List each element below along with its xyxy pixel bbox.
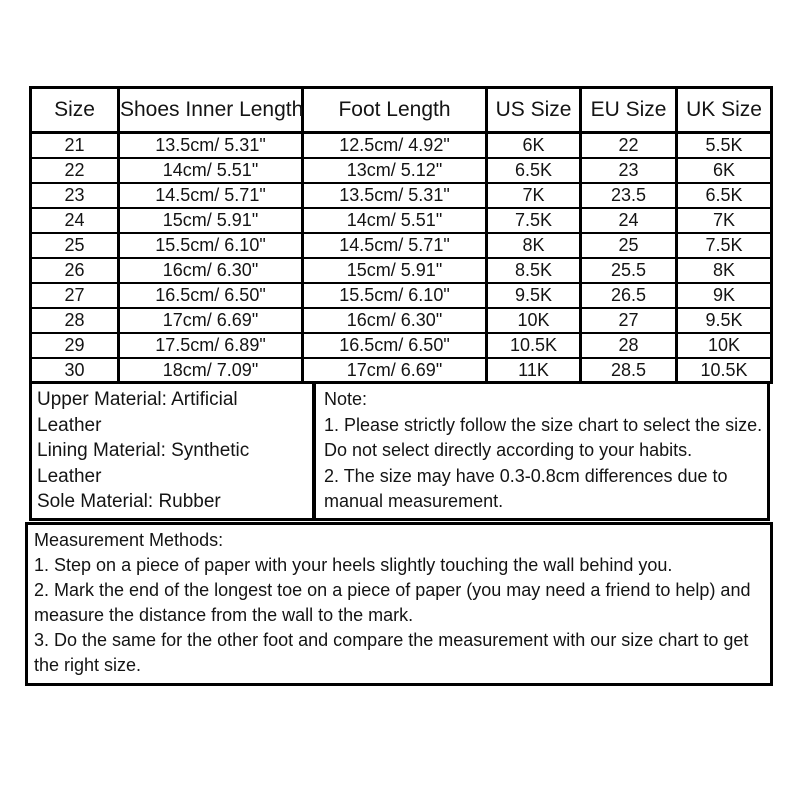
table-cell: 16.5cm/ 6.50"	[303, 333, 487, 358]
note-cell	[316, 384, 767, 518]
table-cell: 17cm/ 6.69"	[303, 358, 487, 383]
size-chart-block	[29, 86, 770, 521]
note-title: Note:	[324, 389, 368, 409]
table-cell: 9.5K	[487, 283, 581, 308]
table-row	[31, 183, 772, 208]
table-cell: 28	[31, 308, 119, 333]
table-cell: 10K	[487, 308, 581, 333]
table-row	[31, 208, 772, 233]
table-cell: 23	[31, 183, 119, 208]
table-cell: 26.5	[581, 283, 677, 308]
table-cell: 24	[581, 208, 677, 233]
table-cell: 15cm/ 5.91"	[303, 258, 487, 283]
table-cell: 15cm/ 5.91"	[119, 208, 303, 233]
measurement-step: 3. Do the same for the other foot and compare the measurement with our size chart to get the right size.	[34, 630, 749, 675]
measurement-step: 1. Step on a piece of paper with your heels slightly touching the wall behind you.	[34, 555, 673, 575]
table-cell: 7K	[677, 208, 772, 233]
table-cell: 12.5cm/ 4.92"	[303, 133, 487, 159]
table-cell: 14.5cm/ 5.71"	[119, 183, 303, 208]
table-cell: 17cm/ 6.69"	[119, 308, 303, 333]
size-table-body	[31, 133, 772, 384]
table-row	[31, 158, 772, 183]
table-cell: 23	[581, 158, 677, 183]
table-cell: 25	[581, 233, 677, 258]
table-cell: 10K	[677, 333, 772, 358]
table-cell: 7.5K	[487, 208, 581, 233]
col-header-eu-size: EU Size	[581, 88, 677, 133]
table-cell: 8K	[677, 258, 772, 283]
col-header-uk-size: UK Size	[677, 88, 772, 133]
table-cell: 7.5K	[677, 233, 772, 258]
table-row	[31, 258, 772, 283]
table-cell: 14cm/ 5.51"	[303, 208, 487, 233]
table-row	[31, 133, 772, 159]
table-cell: 9.5K	[677, 308, 772, 333]
table-cell: 15.5cm/ 6.10"	[303, 283, 487, 308]
size-chart-table	[29, 86, 773, 384]
measurement-title: Measurement Methods:	[34, 530, 224, 550]
upper-material-text: Upper Material: Artificial Leather	[37, 389, 238, 436]
note-item: 2. The size may have 0.3-0.8cm differences due to manual measurement.	[324, 465, 728, 511]
table-cell: 10.5K	[677, 358, 772, 383]
measurement-methods-box	[25, 522, 773, 686]
table-cell: 22	[581, 133, 677, 159]
table-row	[31, 358, 772, 383]
table-header-row	[31, 88, 772, 133]
sole-material-text: Sole Material: Rubber	[37, 491, 221, 512]
table-cell: 26	[31, 258, 119, 283]
col-header-foot-length: Foot Length	[303, 88, 487, 133]
table-row	[31, 333, 772, 358]
lining-material-text: Lining Material: Synthetic Leather	[37, 440, 250, 487]
table-cell: 13.5cm/ 5.31"	[303, 183, 487, 208]
table-cell: 24	[31, 208, 119, 233]
table-row	[31, 233, 772, 258]
table-cell: 16cm/ 6.30"	[119, 258, 303, 283]
measurement-step: 2. Mark the end of the longest toe on a piece of paper (you may need a friend to help) and measure the distance from the wall to the mark.	[34, 580, 751, 625]
table-cell: 7K	[487, 183, 581, 208]
table-cell: 10.5K	[487, 333, 581, 358]
table-cell: 6.5K	[487, 158, 581, 183]
table-cell: 11K	[487, 358, 581, 383]
table-cell: 5.5K	[677, 133, 772, 159]
table-cell: 14cm/ 5.51"	[119, 158, 303, 183]
table-cell: 25	[31, 233, 119, 258]
materials-cell	[32, 384, 316, 518]
table-cell: 27	[31, 283, 119, 308]
table-cell: 23.5	[581, 183, 677, 208]
table-cell: 14.5cm/ 5.71"	[303, 233, 487, 258]
table-cell: 16.5cm/ 6.50"	[119, 283, 303, 308]
table-cell: 9K	[677, 283, 772, 308]
table-cell: 27	[581, 308, 677, 333]
table-cell: 6.5K	[677, 183, 772, 208]
note-item: 1. Please strictly follow the size chart to select the size. Do not select directly according to your habits.	[324, 414, 763, 460]
table-cell: 21	[31, 133, 119, 159]
table-cell: 18cm/ 7.09"	[119, 358, 303, 383]
table-cell: 28	[581, 333, 677, 358]
table-cell: 30	[31, 358, 119, 383]
table-cell: 25.5	[581, 258, 677, 283]
table-cell: 13.5cm/ 5.31"	[119, 133, 303, 159]
table-cell: 8.5K	[487, 258, 581, 283]
table-cell: 22	[31, 158, 119, 183]
table-cell: 6K	[677, 158, 772, 183]
materials-and-note-row	[29, 381, 770, 521]
table-cell: 8K	[487, 233, 581, 258]
table-cell: 17.5cm/ 6.89"	[119, 333, 303, 358]
table-cell: 29	[31, 333, 119, 358]
col-header-size: Size	[31, 88, 119, 133]
table-cell: 13cm/ 5.12"	[303, 158, 487, 183]
table-cell: 15.5cm/ 6.10"	[119, 233, 303, 258]
table-row	[31, 308, 772, 333]
col-header-us-size: US Size	[487, 88, 581, 133]
col-header-shoes-inner-length: Shoes Inner Length	[119, 88, 303, 133]
table-row	[31, 283, 772, 308]
table-cell: 6K	[487, 133, 581, 159]
table-cell: 28.5	[581, 358, 677, 383]
table-cell: 16cm/ 6.30"	[303, 308, 487, 333]
